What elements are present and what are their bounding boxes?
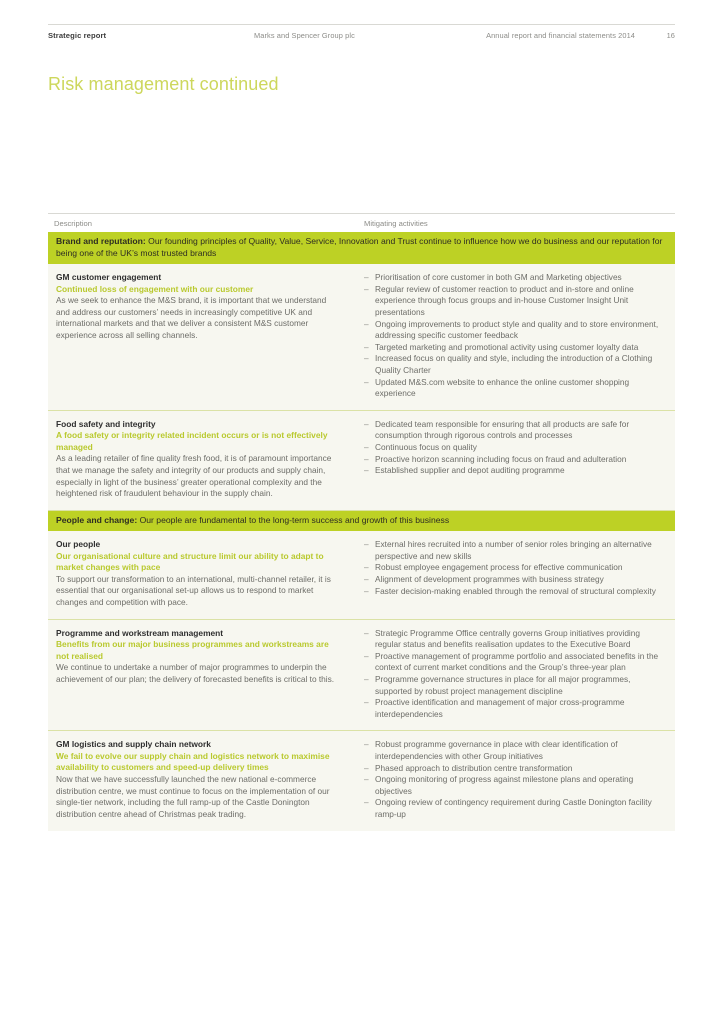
dash-bullet-icon: – bbox=[364, 283, 369, 294]
mitigation-item-text: Ongoing improvements to product style and quality and to store environment, addressing specific customer feedback bbox=[375, 318, 659, 341]
mitigation-item bbox=[364, 353, 667, 376]
section-band-text: Our founding principles of Quality, Value, Service, Innovation and Trust continue to influence how we do business and our reputation for being one of the UK’s most trusted brands bbox=[56, 236, 663, 258]
column-header-mitigating: Mitigating activities bbox=[364, 219, 428, 228]
mitigation-item-text: Strategic Programme Office centrally governs Group initiatives providing regular status and benefits realisation updates to the Executive Board bbox=[375, 627, 641, 650]
mitigation-item bbox=[364, 377, 667, 400]
table-sections bbox=[48, 232, 675, 831]
mitigation-item-text: Targeted marketing and promotional activity using customer loyalty data bbox=[375, 341, 639, 352]
section-band bbox=[48, 232, 675, 264]
mitigation-item bbox=[364, 628, 667, 651]
mitigation-item bbox=[364, 454, 667, 466]
mitigation-item bbox=[364, 465, 667, 477]
mitigation-item bbox=[364, 674, 667, 697]
dash-bullet-icon: – bbox=[364, 762, 369, 773]
mitigation-list bbox=[364, 739, 667, 820]
risk-subtitle: Continued loss of engagement with our customer bbox=[56, 283, 254, 294]
section-band-label: Brand and reputation: bbox=[56, 236, 146, 246]
mitigation-item-text: Increased focus on quality and style, including the introduction of a Clothing Quality Charter bbox=[375, 353, 653, 375]
mitigating-activities-cell bbox=[354, 411, 675, 510]
mitigation-item bbox=[364, 272, 667, 284]
dash-bullet-icon: – bbox=[364, 627, 369, 638]
risk-body-text: We continue to undertake a number of major programmes to underpin the achievement of our plan; the delivery of forecasted benefits is critical to this. bbox=[56, 662, 335, 684]
mitigation-item-text: Proactive identification and management of major cross-programme interdependencies bbox=[375, 697, 625, 719]
risk-description-cell bbox=[48, 731, 354, 830]
dash-bullet-icon: – bbox=[364, 353, 369, 364]
mitigation-item-text: Prioritisation of core customer in both GM and Marketing objectives bbox=[375, 272, 622, 283]
dash-bullet-icon: – bbox=[364, 441, 369, 452]
mitigation-item-text: Proactive horizon scanning including focus on fraud and adulteration bbox=[375, 453, 627, 464]
risk-name: Food safety and integrity bbox=[56, 418, 156, 429]
dash-bullet-icon: – bbox=[364, 539, 369, 550]
mitigation-item-text: Robust employee engagement process for effective communication bbox=[375, 562, 623, 573]
dash-bullet-icon: – bbox=[364, 739, 369, 750]
mitigation-item bbox=[364, 284, 667, 319]
mitigation-list bbox=[364, 628, 667, 721]
risk-description-cell bbox=[48, 531, 354, 618]
header-section-label: Strategic report bbox=[48, 31, 107, 40]
risk-subtitle: A food safety or integrity related incident occurs or is not effectively managed bbox=[56, 430, 328, 452]
mitigation-item bbox=[364, 442, 667, 454]
table-row bbox=[48, 411, 675, 511]
risk-subtitle: Our organisational culture and structure limit our ability to adapt to market changes with pace bbox=[56, 550, 324, 573]
mitigation-item bbox=[364, 419, 667, 442]
dash-bullet-icon: – bbox=[364, 797, 369, 808]
table-column-headers bbox=[48, 213, 675, 232]
mitigation-item-text: Dedicated team responsible for ensuring that all products are safe for consumption through rigorous controls and processes bbox=[375, 418, 630, 441]
risk-body-text: As we seek to enhance the M&S brand, it is important that we understand and address our customers’ needs in increasingly competitive UK and international markets and that we deliver a consistent M&S customer experience across all selling channels. bbox=[56, 295, 327, 340]
mitigation-item-text: Faster decision-making enabled through the removal of structural complexity bbox=[375, 585, 656, 596]
risk-body-text: Now that we have successfully launched the new national e-commerce distribution centre, we must continue to focus on the implementation of our single-tier network, including the full ramp-up of the Castle Donington distribution centre ahead of Christmas peak trading. bbox=[56, 774, 330, 819]
mitigation-item-text: Established supplier and depot auditing programme bbox=[375, 465, 565, 476]
mitigation-list bbox=[364, 272, 667, 400]
dash-bullet-icon: – bbox=[364, 376, 369, 387]
header-company-name: Marks and Spencer Group plc bbox=[254, 31, 355, 40]
mitigation-item-text: Ongoing review of contingency requirement during Castle Donington facility ramp-up bbox=[375, 797, 652, 819]
risk-name: GM logistics and supply chain network bbox=[56, 739, 211, 750]
mitigation-item bbox=[364, 651, 667, 674]
header-page-number: 16 bbox=[666, 31, 675, 40]
risk-description-cell bbox=[48, 620, 354, 731]
table-row bbox=[48, 531, 675, 619]
risk-name: GM customer engagement bbox=[56, 272, 162, 283]
mitigation-item-text: Regular review of customer reaction to product and in-store and online experience through focus groups and in-house Customer Insight Unit presentations bbox=[375, 283, 634, 317]
mitigation-item-text: Proactive management of programme portfolio and associated benefits in the context of current market conditions and the Group’s three-year plan bbox=[375, 650, 659, 673]
risk-body-text: As a leading retailer of fine quality fresh food, it is of paramount importance that we manage the safety and integrity of our products and supply chain, especially in light of the business’ greater operational complexity and the heightened risk of fraudulent behaviour in the supply chain. bbox=[56, 453, 332, 499]
risk-subtitle: We fail to evolve our supply chain and logistics network to maximise availability to customers and speed-up delivery times bbox=[56, 750, 330, 773]
risk-table bbox=[48, 213, 675, 831]
mitigation-item-text: External hires recruited into a number of senior roles bringing an alternative perspective and new skills bbox=[375, 539, 652, 561]
mitigation-item bbox=[364, 697, 667, 720]
mitigation-item-text: Robust programme governance in place with clear identification of interdependencies with other Group initiatives bbox=[375, 739, 618, 761]
column-header-description: Description bbox=[54, 219, 92, 228]
dash-bullet-icon: – bbox=[364, 585, 369, 596]
header-report-title: Annual report and financial statements 2014 bbox=[486, 31, 635, 40]
dash-bullet-icon: – bbox=[364, 697, 369, 708]
dash-bullet-icon: – bbox=[364, 272, 369, 283]
table-row bbox=[48, 731, 675, 830]
dash-bullet-icon: – bbox=[364, 465, 369, 476]
dash-bullet-icon: – bbox=[364, 341, 369, 352]
mitigation-item bbox=[364, 739, 667, 762]
dash-bullet-icon: – bbox=[364, 453, 369, 464]
mitigation-list bbox=[364, 539, 667, 597]
dash-bullet-icon: – bbox=[364, 574, 369, 585]
page-title: Risk management continued bbox=[48, 74, 279, 95]
dash-bullet-icon: – bbox=[364, 774, 369, 785]
risk-body-text: To support our transformation to an international, multi-channel retailer, it is essential that our organisational set-up allows us to respond to market changes and competition with pace. bbox=[56, 573, 331, 608]
mitigation-item-text: Ongoing monitoring of progress against milestone plans and operating objectives bbox=[375, 774, 634, 796]
mitigation-list bbox=[364, 419, 667, 477]
risk-subtitle: Benefits from our major business programmes and workstreams are not realised bbox=[56, 639, 329, 661]
dash-bullet-icon: – bbox=[364, 418, 369, 429]
mitigation-item-text: Phased approach to distribution centre transformation bbox=[375, 762, 573, 773]
dash-bullet-icon: – bbox=[364, 562, 369, 573]
mitigation-item-text: Continuous focus on quality bbox=[375, 441, 477, 452]
mitigation-item bbox=[364, 574, 667, 586]
running-header bbox=[48, 24, 675, 40]
mitigating-activities-cell bbox=[354, 620, 675, 731]
mitigation-item bbox=[364, 319, 667, 342]
mitigation-item bbox=[364, 539, 667, 562]
risk-name: Programme and workstream management bbox=[56, 627, 224, 638]
mitigation-item bbox=[364, 342, 667, 354]
mitigation-item bbox=[364, 562, 667, 574]
section-band bbox=[48, 511, 675, 532]
mitigation-item bbox=[364, 797, 667, 820]
mitigation-item-text: Programme governance structures in place for all major programmes, supported by robust project management discipline bbox=[375, 674, 631, 696]
mitigation-item-text: Updated M&S.com website to enhance the online customer shopping experience bbox=[375, 376, 630, 399]
dash-bullet-icon: – bbox=[364, 650, 369, 661]
section-band-text: Our people are fundamental to the long-term success and growth of this business bbox=[137, 514, 450, 525]
section-band-label: People and change: bbox=[56, 514, 138, 525]
risk-name: Our people bbox=[56, 539, 101, 550]
table-row bbox=[48, 264, 675, 411]
dash-bullet-icon: – bbox=[364, 318, 369, 329]
risk-description-cell bbox=[48, 264, 354, 410]
table-row bbox=[48, 620, 675, 732]
mitigation-item bbox=[364, 763, 667, 775]
dash-bullet-icon: – bbox=[364, 674, 369, 685]
mitigating-activities-cell bbox=[354, 531, 675, 618]
mitigating-activities-cell bbox=[354, 731, 675, 830]
mitigation-item bbox=[364, 774, 667, 797]
risk-description-cell bbox=[48, 411, 354, 510]
mitigation-item-text: Alignment of development programmes with business strategy bbox=[375, 574, 604, 585]
mitigating-activities-cell bbox=[354, 264, 675, 410]
mitigation-item bbox=[364, 586, 667, 598]
